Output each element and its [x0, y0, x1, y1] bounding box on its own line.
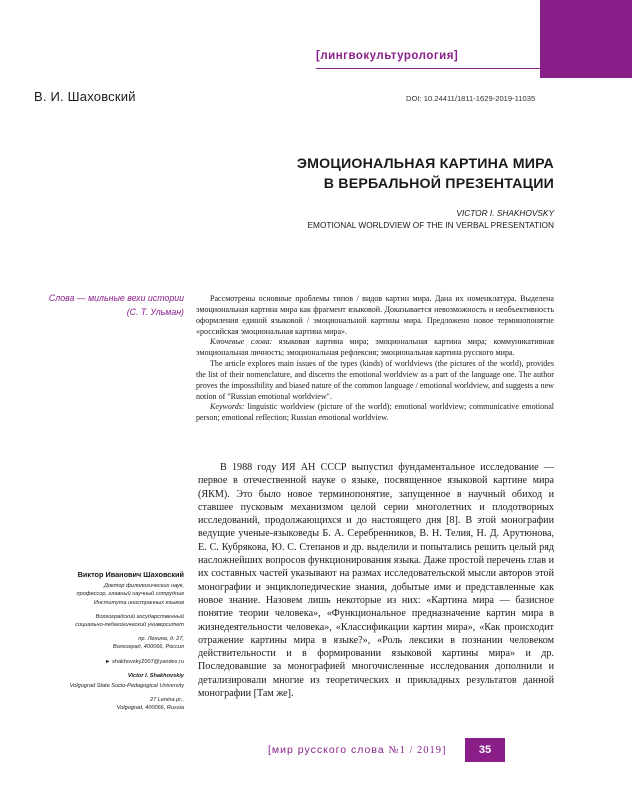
doi: DOI: 10.24411/1811-1629-2019-11035	[406, 94, 536, 103]
page-number: 35	[465, 738, 505, 762]
keywords-en	[196, 402, 554, 424]
bio-org-line: Волгоградский государственный	[95, 613, 184, 620]
bio-address	[30, 635, 184, 651]
epigraph-quote: Слова — мильные вехи истории	[48, 293, 184, 303]
keywords-en-label: Keywords:	[210, 402, 245, 412]
bio-position	[30, 582, 184, 607]
journal-footer	[268, 744, 447, 756]
journal-name: [мир русского слова	[268, 744, 385, 756]
bio-english-name: Victor I. Shakhovskiy	[127, 672, 184, 679]
english-author: VICTOR I. SHAKHOVSKY	[456, 208, 554, 218]
bio-org-line: социально-педагогический университет	[75, 622, 184, 629]
bio-address-line: пр. Ленина, д. 27,	[138, 636, 184, 643]
bio-english-address-line: Volgograd, 400066, Russia	[116, 705, 184, 712]
bio-address-line: Волгоград, 400066, Россия	[112, 644, 184, 651]
abstract-en: The article explores main issues of the types (kinds) of worldviews (the pictures of the world), provides the list of their nomenclature, and discerns the emotional worldview as a part of the language one. The author proves the impossibility and biased nature of the common language / emotional worldview, and suggests a new notion of "Russian emotional worldview".	[196, 359, 554, 401]
title-line-2: В ВЕРБАЛЬНОЙ ПРЕЗЕНТАЦИИ	[323, 176, 554, 192]
article-title	[174, 154, 554, 194]
bio-email-link[interactable]: ► shakhovsky2007@yandex.ru	[104, 658, 184, 665]
keywords-ru-text: языковая картина мира; эмоциональная картина мира; коммуникативная эмоциональная личность; эмоциональная рефлексия; эмоциональная картина русского мира.	[196, 337, 554, 358]
running-author: В. И. Шаховский	[34, 89, 136, 104]
keywords-ru	[196, 337, 554, 359]
top-accent-bar	[540, 0, 632, 78]
bio-name: Виктор Иванович Шаховский	[77, 570, 184, 579]
bio-organization	[30, 613, 184, 629]
abstract-ru: Рассмотрены основные проблемы типов / видов картин мира. Дана их номенклатура. Выделена эмоциональная картина мира как фрагмент языковой. Доказывается невозможность и необъективность оформления единой языковой / эмоциональной картины мира. Предложено новое терминопонятие «российская эмоциональная картина мира».	[196, 294, 554, 336]
epigraph-source: (С. Т. Ульман)	[126, 307, 184, 317]
bio-position-line: Института иностранных языков	[93, 599, 184, 606]
rubric-label: [лингвокультурология]	[316, 50, 459, 62]
bio-position-line: Доктор филологических наук,	[103, 583, 184, 590]
journal-issue: №1 / 2019]	[388, 745, 447, 756]
keywords-ru-label: Ключевые слова:	[210, 337, 273, 347]
bio-english-org: Volgograd State Socio-Pedagogical University	[69, 683, 184, 690]
top-accent-rule	[316, 68, 540, 69]
bio-position-line: профессор, главный научный сотрудник	[76, 591, 184, 598]
title-line-1: ЭМОЦИОНАЛЬНАЯ КАРТИНА МИРА	[296, 156, 554, 172]
main-text	[198, 461, 554, 700]
body-paragraph: В 1988 году ИЯ АН СССР выпустил фундаментальное исследование — первое в отечественной науке о языке, посвященное языковой картине мира (ЯКМ). Это было новое терминопонятие, запущенное в научный обиход и ставшее пусковым механизмом целой серии многолетних и плодотворных исследований, продолжающихся и до настоящего дня [8]. В этой монографии ведущие ученые-языковеды Б. А. Серебренников, В. Н. Телия, Н. Д. Арутюнова, Е. С. Кубрякова, Ю. С. Степанов и др. выделили и попытались решить целый ряд насложнейших вопросов функционирования языка. Даже простой перечень глав и их составных частей указывают на размах исследовательской мысли авторов этой монографии и энциклопедические знания, добытые ими и представленные как новое знание. Назовем лишь некоторые из них: «Картина мира — базисное понятие теории человека», «Функциональное предназначение картин мира в жизнедеятельности человека», «Классификации картин мира», «Как происходит отражение картины мира в языке?», «Роль лексики в познании человеком действительности и в формировании языковой картины мира» и др. Последовавшие за монографией многочисленные исследования дополнили и детализировали многие из теоретических и прикладных результатов данной монографии [Там же].	[198, 462, 554, 700]
bio-english-address-line: 27 Lenina pr.,	[149, 697, 184, 704]
epigraph	[30, 291, 184, 319]
abstract	[196, 294, 554, 424]
english-title: EMOTIONAL WORLDVIEW OF THE IN VERBAL PRESENTATION	[307, 220, 554, 230]
keywords-en-text: linguistic worldview (picture of the world); emotional worldview; communicative emotional person; emotional reflection; Russian emotional worldview.	[196, 402, 554, 423]
author-bio	[30, 571, 184, 713]
bio-english-address	[30, 696, 184, 712]
